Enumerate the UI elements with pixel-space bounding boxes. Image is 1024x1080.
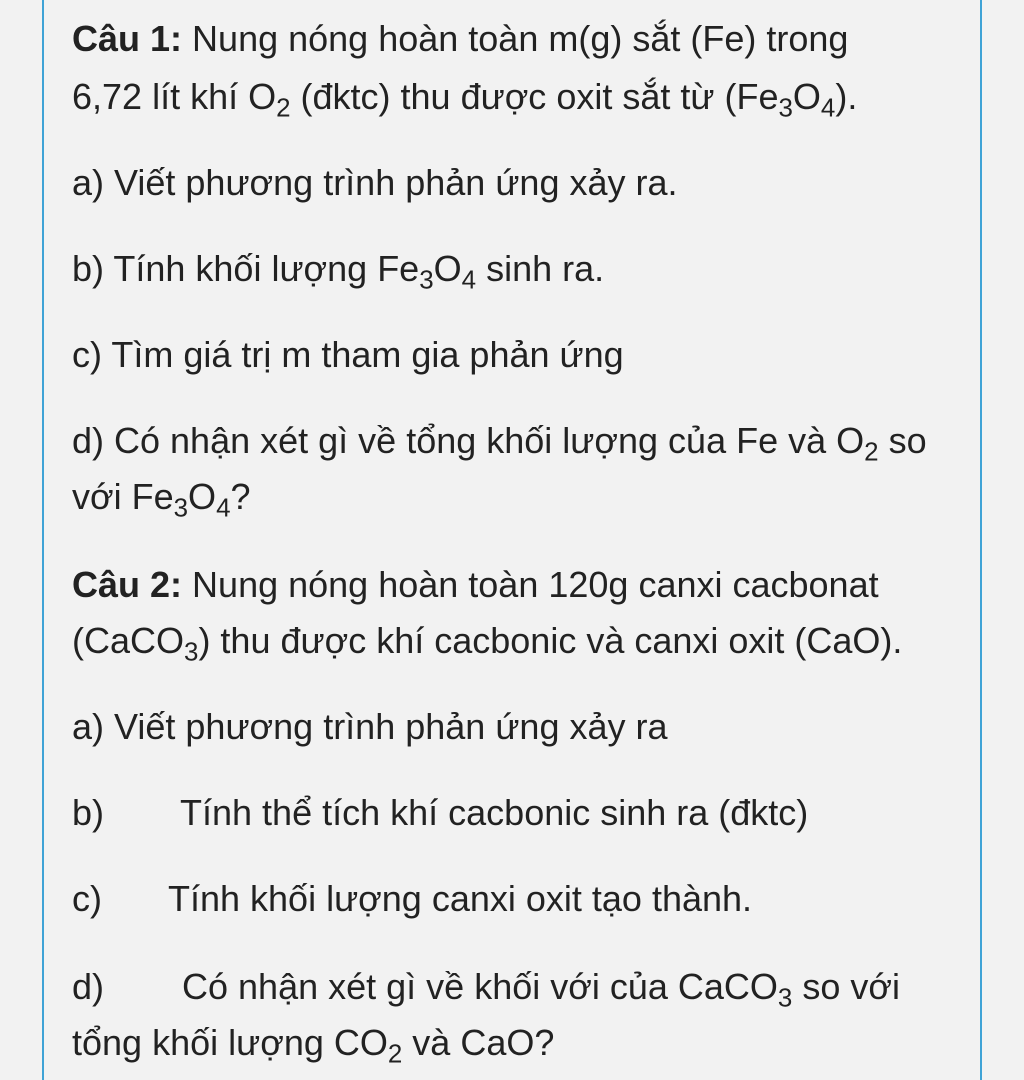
q2-part-c <box>72 874 752 924</box>
q2-part-a: a) Viết phương trình phản ứng xảy ra <box>72 706 668 747</box>
q1-b-sub1: 3 <box>419 266 434 295</box>
q2-intro-line-1 <box>72 560 879 610</box>
q2-d-marker: d) <box>72 966 105 1007</box>
q1-d-l2-pre: với Fe <box>72 476 174 517</box>
q1-part-d-line-2 <box>72 472 251 522</box>
q1-intro-l2-c: O <box>792 76 821 117</box>
q1-b-pre: b) Tính khối lượng Fe <box>72 248 420 289</box>
q1-part-a: a) Viết phương trình phản ứng xảy ra. <box>72 162 678 203</box>
q2-intro-l2-b: ) thu được khí cacbonic và canxi oxit (CaO). <box>198 620 903 661</box>
q2-intro-text-1: Nung nóng hoàn toàn 120g canxi cacbonat <box>192 564 879 605</box>
q2-b-marker: b) <box>72 792 105 833</box>
q1-b-mid: O <box>433 248 462 289</box>
q1-intro-l2-b: (đktc) thu được oxit sắt từ (Fe <box>290 76 779 117</box>
q2-part-b <box>72 788 808 838</box>
q2-intro-l2-a: (CaCO <box>72 620 185 661</box>
q2-b-text: Tính thể tích khí cacbonic sinh ra (đktc) <box>180 792 809 833</box>
q1-d-l2-post: ? <box>230 476 251 517</box>
q2-d-l2-post: và CaO? <box>402 1022 555 1063</box>
q1-intro-l2-d: ). <box>835 76 858 117</box>
q1-intro-line-1 <box>72 14 848 64</box>
q1-d-l1-pre: d) Có nhận xét gì về tổng khối lượng của Fe và O <box>72 420 865 461</box>
q2-d-text-pre: Có nhận xét gì về khối với của CaCO <box>182 966 778 1007</box>
q1-d-l2-sub2: 4 <box>216 494 231 523</box>
q2-part-d-line-1 <box>72 962 900 1012</box>
q1-d-l1-post: so <box>878 420 927 461</box>
q2-d-l2-sub: 2 <box>387 1040 403 1069</box>
q1-part-d-line-1 <box>72 416 927 466</box>
q1-label: Câu 1: <box>72 18 183 59</box>
q1-intro-l2-a: 6,72 lít khí O <box>72 76 277 117</box>
q1-part-c: c) Tìm giá trị m tham gia phản ứng <box>72 334 624 375</box>
q2-d-l2-pre: tổng khối lượng CO <box>72 1022 388 1063</box>
q1-d-l1-sub: 2 <box>864 438 879 467</box>
q1-part-b <box>72 244 604 294</box>
q1-intro-l2-sub3: 4 <box>820 94 836 123</box>
q1-intro-text-1: Nung nóng hoàn toàn m(g) sắt (Fe) trong <box>192 18 849 59</box>
q2-c-marker: c) <box>72 878 102 919</box>
q1-d-l2-sub1: 3 <box>173 494 189 523</box>
q1-d-l2-mid: O <box>188 476 217 517</box>
q2-c-text: Tính khối lượng canxi oxit tạo thành. <box>168 878 753 919</box>
q1-b-sub2: 4 <box>461 266 477 295</box>
q2-part-d-line-2 <box>72 1018 554 1068</box>
q2-intro-line-2 <box>72 616 902 666</box>
q1-intro-line-2 <box>72 72 857 122</box>
q2-label: Câu 2: <box>72 564 183 605</box>
q1-b-post: sinh ra. <box>476 248 605 289</box>
q1-intro-l2-sub2: 3 <box>778 94 793 123</box>
q1-intro-l2-sub1: 2 <box>276 94 291 123</box>
q2-d-text-post: so với <box>792 966 900 1007</box>
q2-d-text-sub: 3 <box>777 984 793 1013</box>
q2-intro-l2-sub: 3 <box>184 638 199 667</box>
